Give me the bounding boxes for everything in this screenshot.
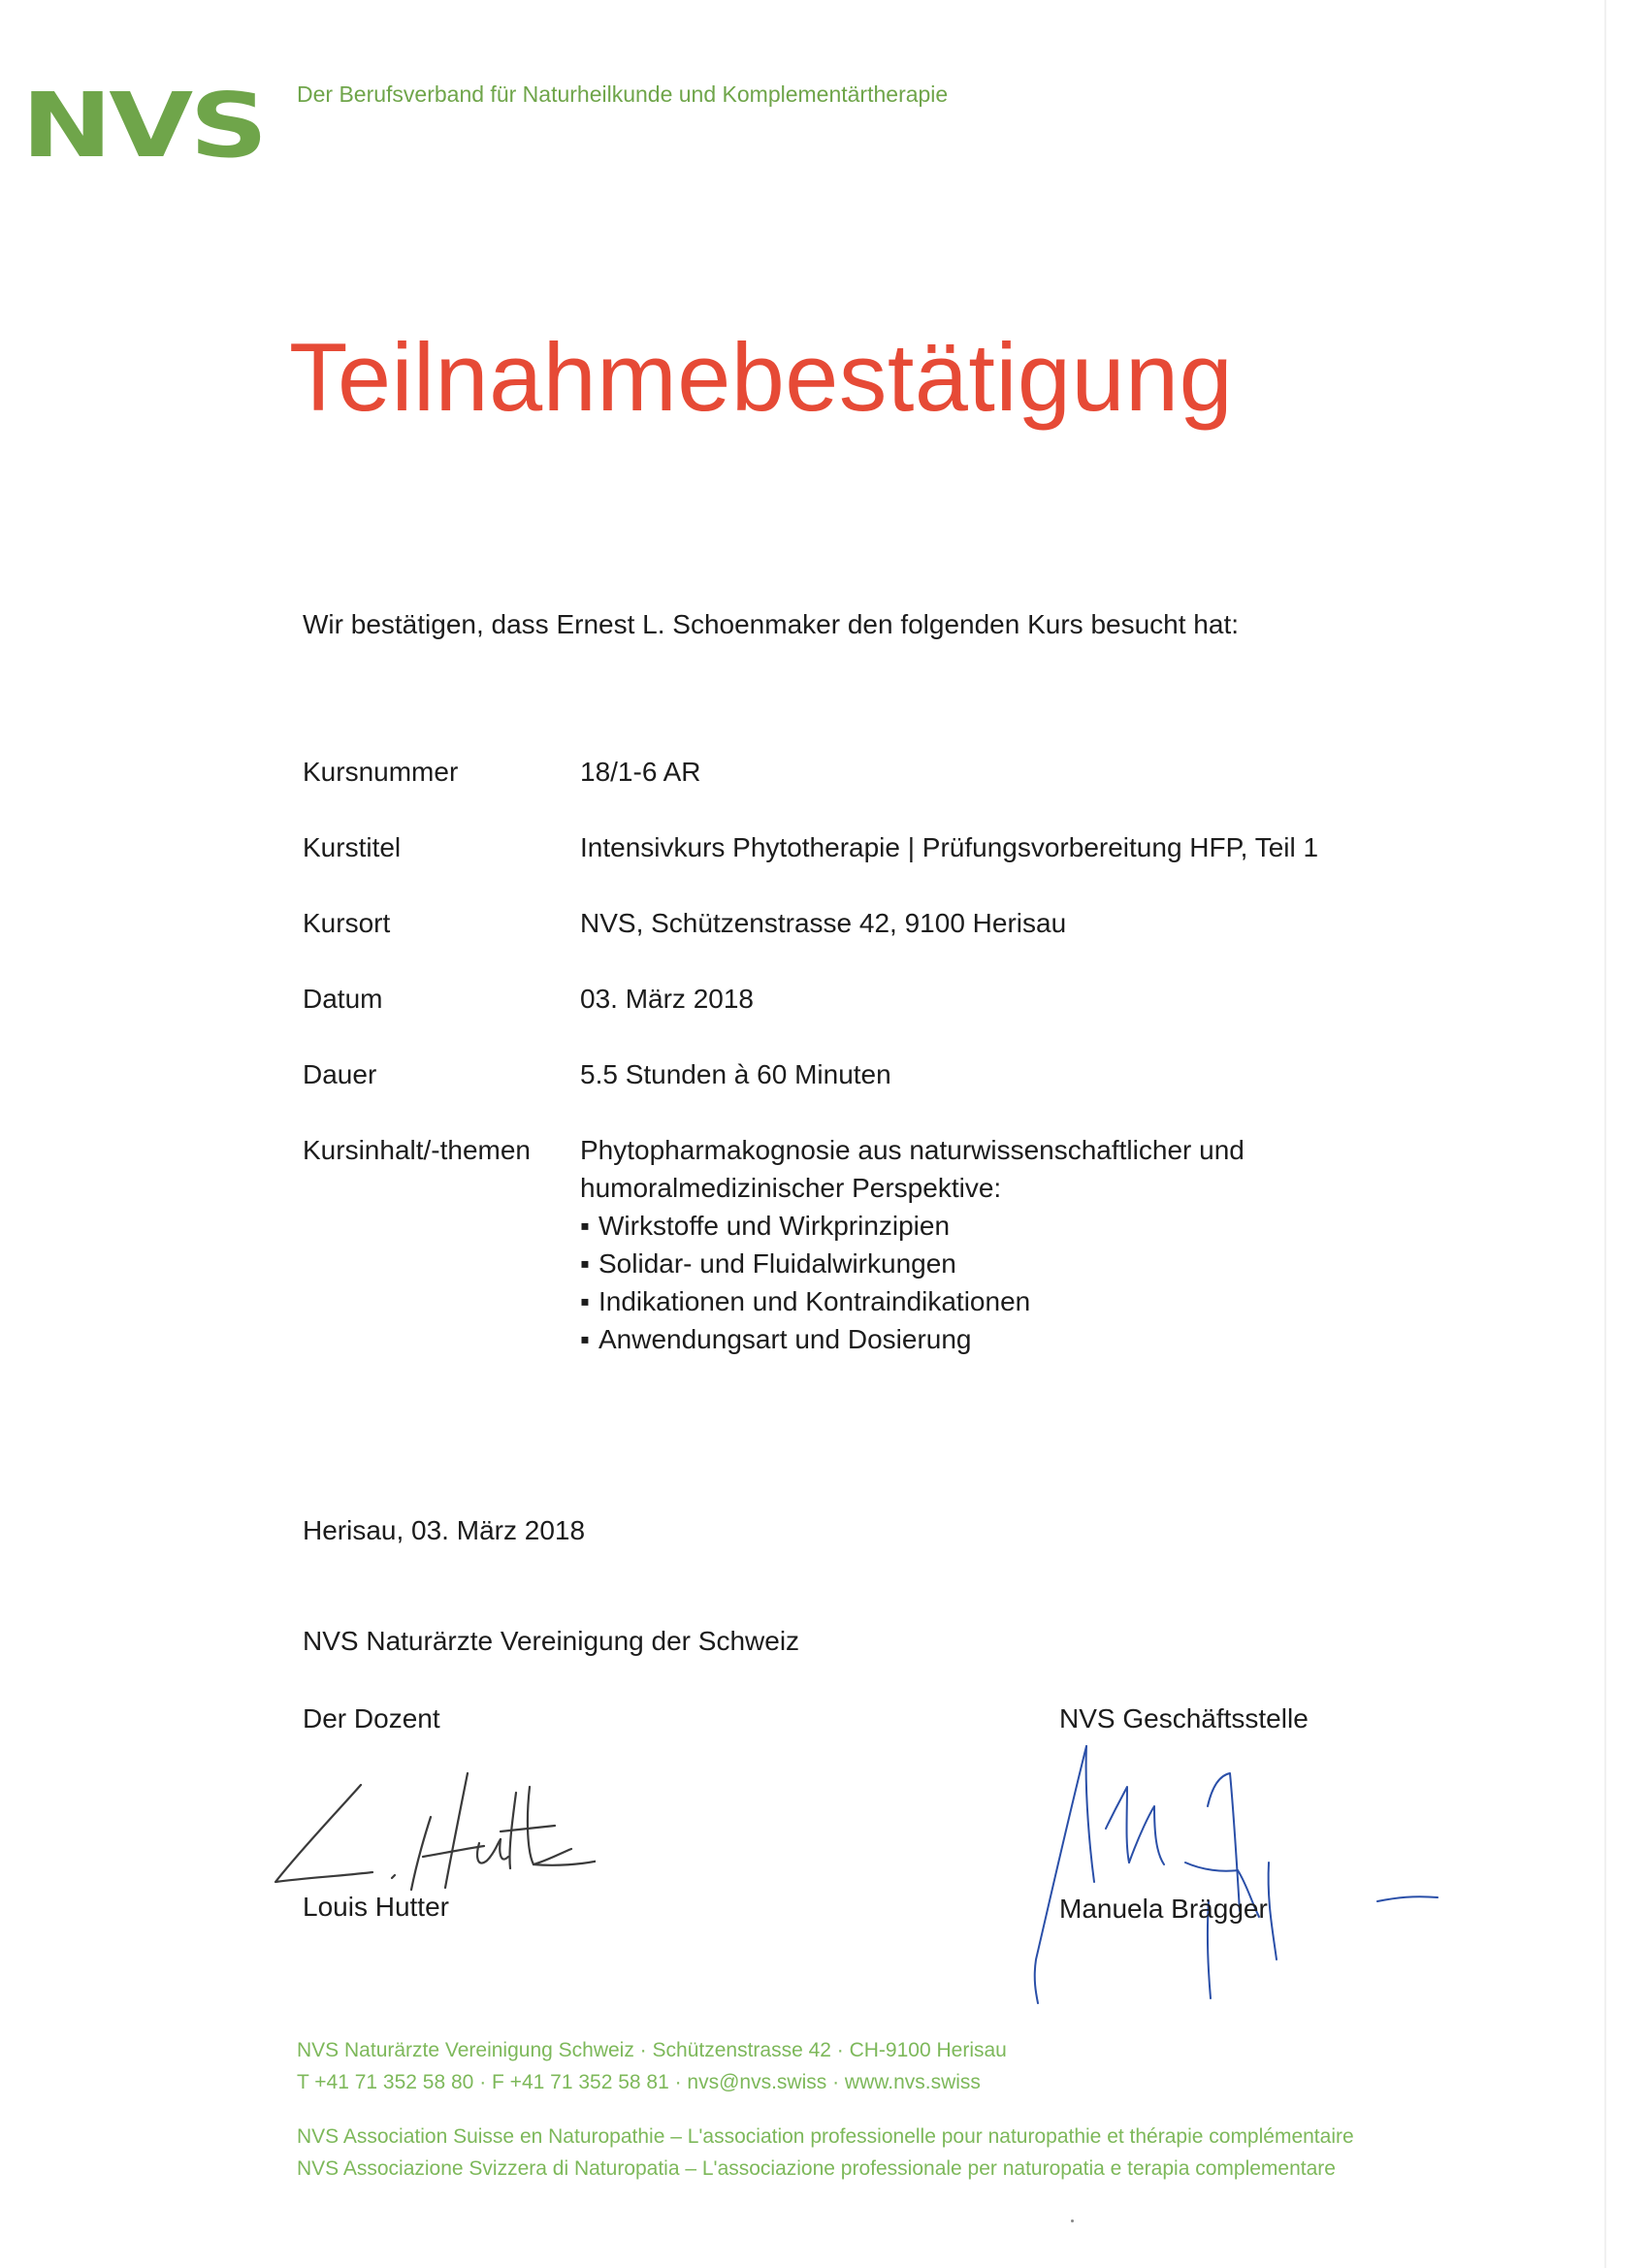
office-signature-strokes — [1035, 1746, 1438, 2003]
tagline: Der Berufsverband für Naturheilkunde und Komplementärtherapie — [297, 81, 949, 107]
page-edge-divider — [1604, 0, 1606, 2268]
nvs-logo — [21, 74, 265, 178]
footer-contact: T +41 71 352 58 80 · F +41 71 352 58 81 · nvs@nvs.swiss · www.nvs.swiss — [297, 2071, 981, 2093]
course-date-label: Datum — [303, 984, 383, 1014]
bullet-text: Solidar- und Fluidalwirkungen — [598, 1248, 956, 1279]
course-duration-value: 5.5 Stunden à 60 Minuten — [580, 1059, 891, 1089]
contents-bullet-item — [580, 1320, 1245, 1358]
office-signatory-name: Manuela Brägger — [1059, 1894, 1268, 1924]
organization-name: NVS Naturärzte Vereinigung der Schweiz — [303, 1626, 800, 1656]
bullet-marker: ▪ — [580, 1248, 590, 1279]
lecturer-name: Louis Hutter — [303, 1892, 449, 1922]
office-label: NVS Geschäftsstelle — [1059, 1703, 1309, 1733]
confirmation-intro: Wir bestätigen, dass Ernest L. Schoenmaker den folgenden Kurs besucht hat: — [303, 609, 1240, 639]
course-contents-label: Kursinhalt/-themen — [303, 1135, 532, 1165]
contents-intro-line: Phytopharmakognosie aus naturwissenschaftlicher und — [580, 1135, 1245, 1165]
course-title-value: Intensivkurs Phytotherapie | Prüfungsvorbereitung HFP, Teil 1 — [580, 832, 1319, 862]
contents-intro-line: humoralmedizinischer Perspektive: — [580, 1173, 1002, 1203]
lecturer-signature — [246, 1764, 596, 1909]
course-number-value: 18/1-6 AR — [580, 757, 701, 787]
course-contents-value — [580, 1131, 1245, 1358]
course-duration-label: Dauer — [303, 1059, 377, 1089]
footer-french: NVS Association Suisse en Naturopathie – L'association professionelle pour naturopathie et thérapie complémentaire — [297, 2125, 1354, 2148]
stray-mark — [1071, 2219, 1074, 2222]
place-and-date: Herisau, 03. März 2018 — [303, 1515, 586, 1545]
bullet-text: Indikationen und Kontraindikationen — [598, 1286, 1031, 1316]
course-title-label: Kurstitel — [303, 832, 402, 862]
document-title: Teilnahmebestätigung — [289, 323, 1234, 431]
bullet-text: Anwendungsart und Dosierung — [598, 1324, 972, 1354]
course-location-value: NVS, Schützenstrasse 42, 9100 Herisau — [580, 908, 1067, 938]
course-date-value: 03. März 2018 — [580, 984, 754, 1014]
lecturer-label: Der Dozent — [303, 1703, 440, 1733]
logo-text: NVS — [21, 74, 265, 178]
office-signature — [1009, 1736, 1474, 2027]
bullet-marker: ▪ — [580, 1324, 590, 1354]
footer-address: NVS Naturärzte Vereinigung Schweiz · Schützenstrasse 42 · CH-9100 Herisau — [297, 2039, 1007, 2061]
course-number-label: Kursnummer — [303, 757, 459, 787]
footer-italian: NVS Associazione Svizzera di Naturopatia – L'associazione professionale per naturopatia e terapia complementare — [297, 2157, 1336, 2180]
bullet-text: Wirkstoffe und Wirkprinzipien — [598, 1211, 951, 1241]
bullet-marker: ▪ — [580, 1286, 590, 1316]
course-location-label: Kursort — [303, 908, 391, 938]
lecturer-signature-strokes — [275, 1773, 596, 1890]
contents-bullet-item — [580, 1282, 1245, 1320]
bullet-marker: ▪ — [580, 1211, 590, 1241]
contents-bullet-item — [580, 1207, 1245, 1245]
contents-bullet-item — [580, 1245, 1245, 1282]
